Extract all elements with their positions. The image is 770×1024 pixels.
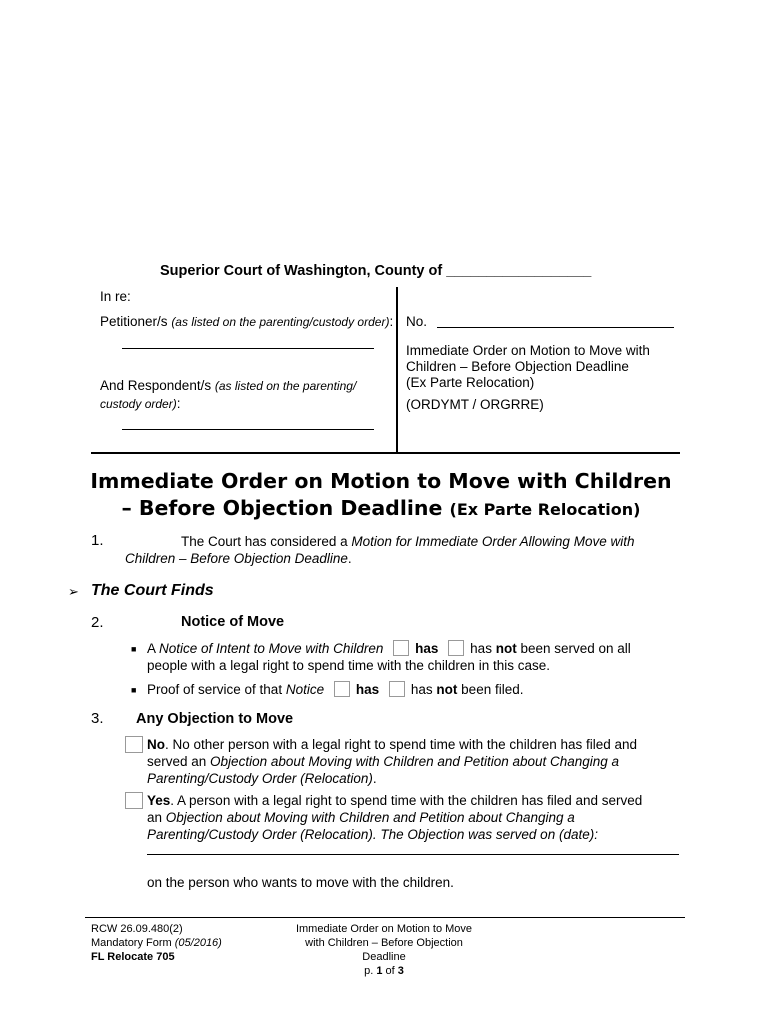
petitioner-name-field[interactable]: [122, 348, 374, 349]
caption-divider: [396, 287, 398, 453]
footer-left: RCW 26.09.480(2) Mandatory Form (05/2016) FL Relocate 705: [91, 923, 222, 963]
petitioner-label: Petitioner/s (as listed on the parenting/custody order):: [100, 314, 394, 329]
doc-code: (ORDYMT / ORGRRE): [406, 397, 544, 412]
page-number: p. 1 of 3: [364, 965, 404, 977]
proof-has-checkbox[interactable]: [334, 681, 350, 697]
footer-rule: [85, 917, 685, 918]
notice-has-not-checkbox[interactable]: [448, 640, 464, 656]
county-blank[interactable]: __________________: [446, 263, 592, 279]
respondent-name-field[interactable]: [122, 429, 374, 430]
section-2-heading: Notice of Move: [181, 614, 285, 630]
objection-yes-checkbox[interactable]: [125, 792, 143, 809]
section-1-text: The Court has considered a Motion for Immediate Order Allowing Move with Children – Before Objection Deadline.: [125, 534, 635, 566]
section-1-number: 1.: [91, 532, 104, 549]
in-re-label: In re:: [100, 289, 131, 304]
proof-has-not-checkbox[interactable]: [389, 681, 405, 697]
court-finds-heading: The Court Finds: [91, 582, 214, 599]
section-3-number: 3.: [91, 710, 104, 727]
section-3-heading: Any Objection to Move: [136, 711, 294, 727]
proof-of-service-item: Proof of service of that Notice has has not been filed.: [147, 682, 524, 697]
objection-yes-option[interactable]: [125, 792, 149, 809]
bullet-icon: ■: [131, 685, 137, 695]
case-number-field[interactable]: [437, 327, 674, 328]
objection-yes-text: Yes. A person with a legal right to spend time with the children has filed and served an Objection about Moving with Children and Petition about Changing a Parenting/Custody Order (Relocation). The Objection was served on (date):: [147, 793, 643, 842]
bullet-icon: ■: [131, 644, 137, 654]
footer-center: Immediate Order on Motion to Move with Children – Before Objection Deadline p. 1 of 3: [284, 922, 484, 978]
objection-no-text: No. No other person with a legal right to spend time with the children has filed and served an Objection about Moving with Children and Petition about Changing a Parenting/Custody Order (Relocation).: [147, 737, 638, 786]
arrow-bullet-icon: ➢: [68, 584, 79, 599]
doc-title-box: Immediate Order on Motion to Move with Children – Before Objection Deadline (Ex Parte Relocation): [406, 343, 650, 390]
page-title: Immediate Order on Motion to Move with Children – Before Objection Deadline (Ex Parte Relocation): [90, 469, 672, 520]
objection-no-checkbox[interactable]: [125, 736, 143, 753]
section-2-number: 2.: [91, 614, 104, 631]
court-heading: Superior Court of Washington, County of __________________: [160, 263, 592, 279]
case-number-label: No.: [406, 314, 428, 329]
objection-date-field[interactable]: [147, 854, 679, 855]
notice-served-item: A Notice of Intent to Move with Children has has not been served on all people with a legal right to spend time with the children in this case.: [147, 641, 631, 673]
after-date-text: on the person who wants to move with the children.: [147, 875, 454, 890]
caption-bottom-rule: [91, 452, 680, 454]
notice-has-checkbox[interactable]: [393, 640, 409, 656]
respondent-label: And Respondent/s (as listed on the parenting/ custody order):: [100, 378, 357, 411]
objection-no-option[interactable]: [125, 736, 149, 753]
